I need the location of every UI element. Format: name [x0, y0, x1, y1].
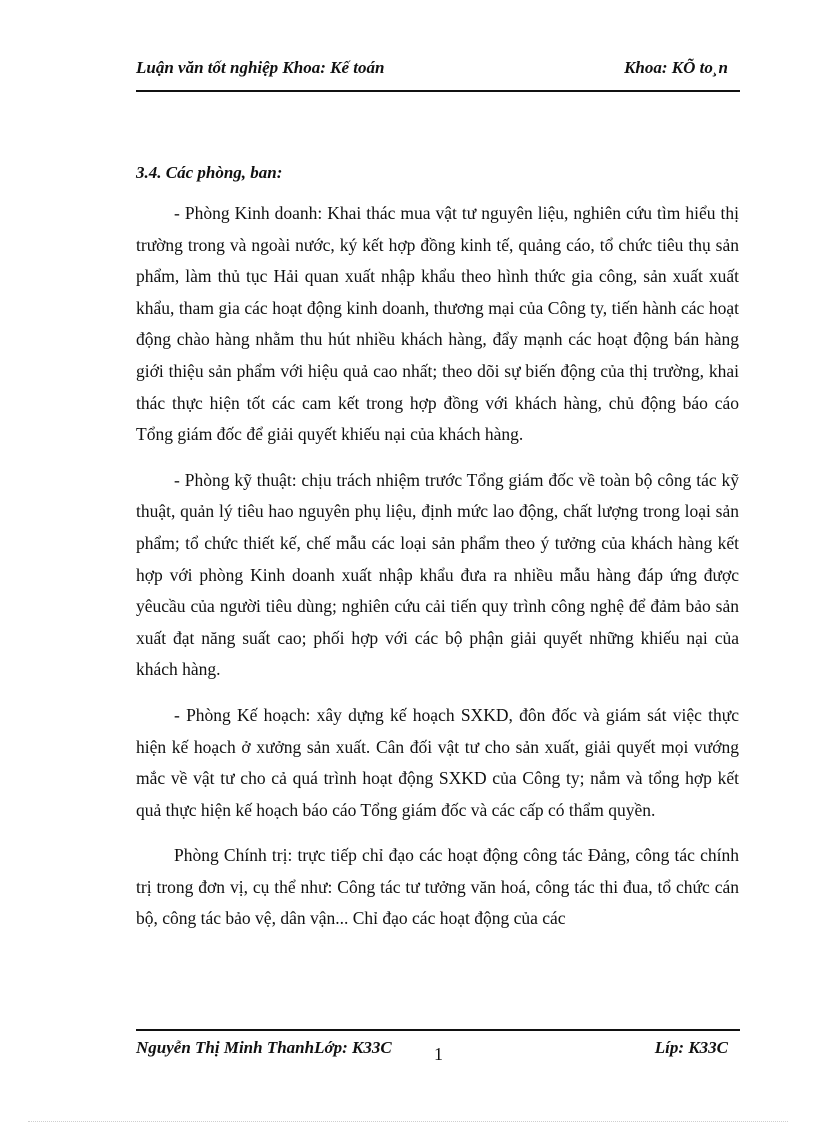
page-header: [136, 56, 740, 84]
page-footer: [136, 1036, 740, 1066]
page-number: 1: [434, 1044, 443, 1064]
footer-divider: [136, 1029, 740, 1031]
footer-left-text: Nguyễn Thị Minh ThanhLớp: K33C: [136, 1038, 392, 1057]
header-divider: [136, 90, 740, 92]
header-right-text: Khoa: KÕ to¸n: [624, 58, 728, 77]
paragraph-ke-hoach: - Phòng Kế hoạch: xây dựng kế hoạch SXKD, đôn đốc và giám sát việc thực hiện kế hoạch ở xưởng sản xuất. Cân đối vật tư cho sản xuất, giải quyết mọi vướng mắc về vật tư cho cả quá trình hoạt động SXKD của Công ty; nắm và tổng hợp kết quả thực hiện kế hoạch báo cáo Tổng giám đốc và các cấp có thẩm quyền.: [136, 704, 739, 820]
paragraph-kinh-doanh: - Phòng Kinh doanh: Khai thác mua vật tư nguyên liệu, nghiên cứu tìm hiểu thị trường trong và ngoài nước, ký kết hợp đồng kinh tế, quảng cáo, tổ chức tiêu thụ sản phẩm, làm thủ tục Hải quan xuất nhập khẩu theo hình thức gia công, sản xuất xuất khẩu, tham gia các hoạt động kinh doanh, thương mại của Công ty, tiến hành các hoạt động chào hàng nhằm thu hút nhiều khách hàng, đẩy mạnh các hoạt động bán hàng giới thiệu sản phẩm với hiệu quả cao nhất; theo dõi sự biến động của thị trường, khai thác thực hiện tốt các cam kết trong hợp đồng với khách hàng, chủ động báo cáo Tổng giám đốc để giải quyết khiếu nại của khách hàng.: [136, 203, 739, 445]
page-bottom-border: [28, 1121, 788, 1122]
paragraph-ky-thuat: - Phòng kỹ thuật: chịu trách nhiệm trước Tổng giám đốc về toàn bộ công tác kỹ thuật, quản lý tiêu hao nguyên phụ liệu, định mức lao động, chất lượng trong loại sản phẩm; tổ chức thiết kế, chế mẫu các loại sản phẩm theo ý tưởng của khách hàng kết hợp với phòng Kinh doanh xuất nhập khẩu đưa ra nhiều mẫu hàng đáp ứng được yêucầu của người tiêu dùng; nghiên cứu cải tiến quy trình công nghệ để đảm bảo sản xuất đạt năng suất cao; phối hợp với các bộ phận giải quyết những khiếu nại của khách hàng.: [136, 469, 739, 680]
paragraph-chinh-tri: Phòng Chính trị: trực tiếp chỉ đạo các hoạt động công tác Đảng, công tác chính trị trong đơn vị, cụ thể như: Công tác tư tưởng văn hoá, công tác thi đua, tổ chức cán bộ, công tác bảo vệ, dân vận... Chỉ đạo các hoạt động của các: [136, 845, 739, 929]
footer-right-text: Líp: K33C: [654, 1038, 728, 1057]
document-body: [136, 198, 739, 949]
header-left-text: Luận văn tốt nghiệp Khoa: Kế toán: [136, 58, 385, 77]
section-heading: 3.4. Các phòng, ban:: [136, 163, 283, 182]
